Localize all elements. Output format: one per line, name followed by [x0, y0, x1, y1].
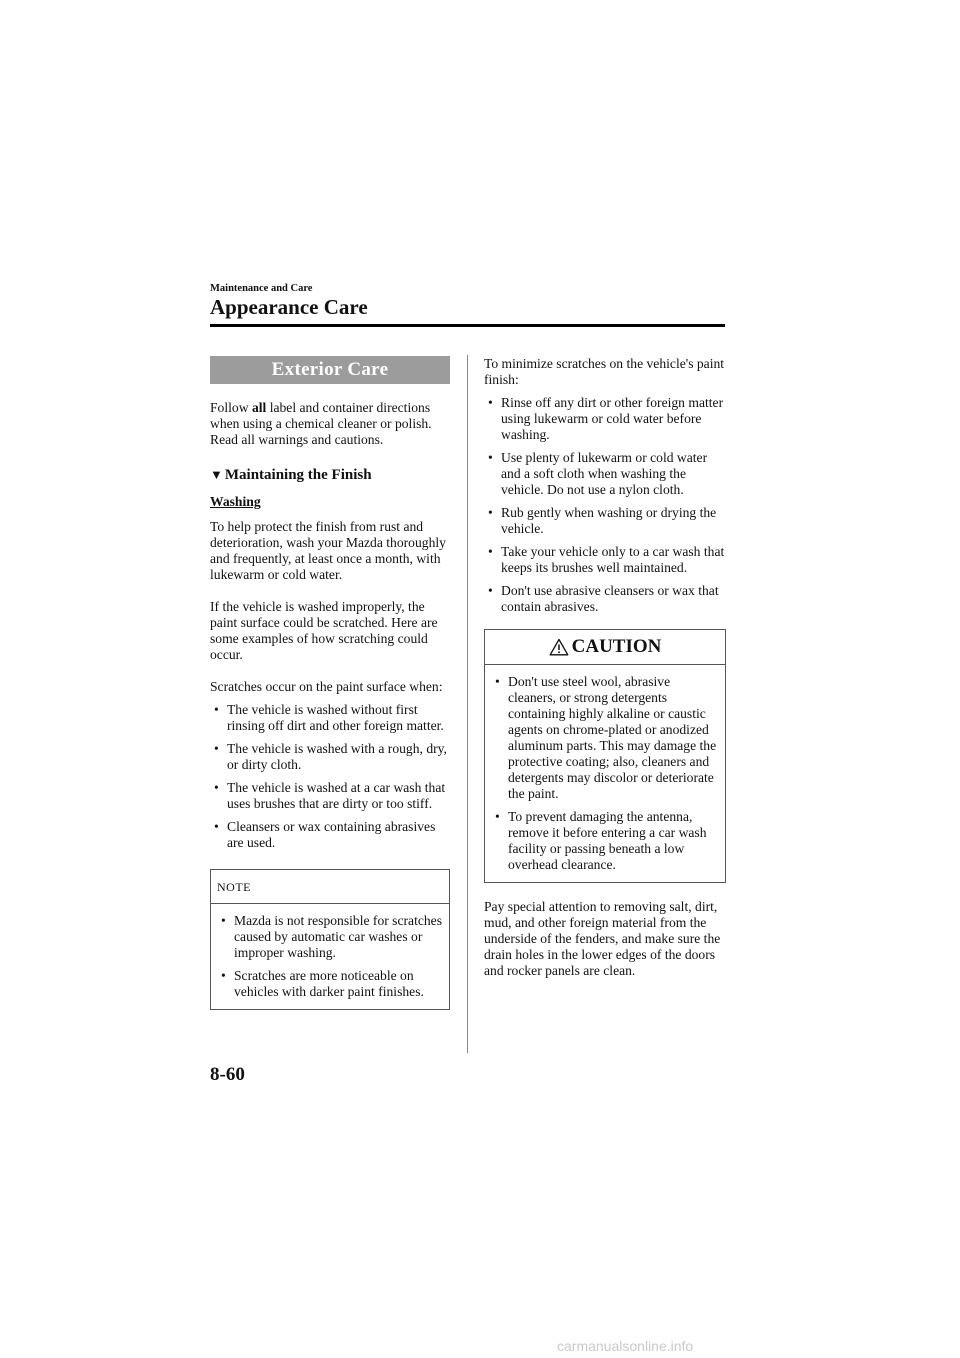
caution-title: CAUTION	[571, 636, 662, 657]
bullet-icon: •	[214, 702, 219, 717]
paragraph-washed-improperly: If the vehicle is washed improperly, the paint surface could be scratched. Here are some examples of how scratching could occur.	[210, 599, 438, 662]
list-item-text: The vehicle is washed with a rough, dry, or dirty cloth.	[227, 741, 447, 772]
bullet-icon: •	[488, 505, 493, 520]
left-column	[210, 356, 450, 1010]
list-item-text: Rinse off any dirt or other foreign matter using lukewarm or cold water before washing.	[501, 395, 724, 442]
note-list	[217, 913, 443, 1000]
intro-paragraph	[210, 400, 450, 448]
list-item	[484, 583, 726, 615]
watermark: carmanualsonline.info	[557, 1338, 694, 1354]
page-title: Appearance Care	[210, 295, 368, 319]
minimize-scratches-list	[484, 395, 726, 615]
maintaining-finish-title: Maintaining the Finish	[224, 467, 372, 483]
list-item	[217, 913, 443, 961]
minimize-scratches-intro: To minimize scratches on the vehicle's paint finish:	[484, 356, 725, 387]
note-body	[211, 904, 449, 1009]
bullet-icon: •	[221, 913, 226, 928]
list-item-text: Scratches are more noticeable on vehicles with darker paint finishes.	[234, 968, 424, 999]
page-number: 8-60	[210, 1064, 245, 1085]
caution-list	[491, 674, 719, 873]
bullet-icon: •	[214, 741, 219, 756]
right-column	[484, 356, 726, 979]
note-box	[210, 869, 450, 1010]
column-divider	[467, 355, 468, 1053]
intro-text-start: Follow	[210, 400, 252, 415]
list-item-text: Mazda is not responsible for scratches caused by automatic car washes or improper washing.	[234, 913, 442, 960]
list-item	[484, 505, 726, 537]
list-item	[210, 819, 450, 851]
list-item	[484, 450, 726, 498]
list-item	[210, 780, 450, 812]
scratch-causes-list	[210, 702, 450, 851]
caution-header	[485, 630, 725, 665]
list-item-text: Cleansers or wax containing abrasives are used.	[227, 819, 436, 850]
list-item	[217, 968, 443, 1000]
list-item-text: The vehicle is washed at a car wash that uses brushes that are dirty or too stiff.	[227, 780, 446, 811]
bullet-icon: •	[214, 780, 219, 795]
bullet-icon: •	[214, 819, 219, 834]
list-item-text: The vehicle is washed without first rinsing off dirt and other foreign matter.	[227, 702, 444, 733]
section-label: Maintenance and Care	[210, 283, 313, 294]
list-item	[484, 544, 726, 576]
bullet-icon: •	[221, 968, 226, 983]
caution-body	[485, 665, 725, 882]
list-item-text: Take your vehicle only to a car wash that keeps its brushes well maintained.	[501, 544, 725, 575]
intro-emphasis: all	[251, 400, 267, 415]
paragraph-scratches-occur: Scratches occur on the paint surface when:	[210, 679, 443, 694]
caution-box	[484, 629, 726, 883]
header-rule	[210, 324, 725, 327]
note-title: NOTE	[211, 870, 449, 904]
bullet-icon: •	[488, 544, 493, 559]
list-item	[491, 809, 719, 873]
bullet-icon: •	[488, 395, 493, 410]
intro-text-end: label and container directions when using a chemical cleaner or polish. Read all warnings and cautions.	[210, 400, 432, 447]
list-item-text: To prevent damaging the antenna, remove it before entering a car wash facility or passing beneath a low overhead clearance.	[508, 809, 707, 872]
list-item	[210, 741, 450, 773]
bullet-icon: •	[495, 809, 500, 824]
exterior-care-banner: Exterior Care	[210, 356, 450, 384]
list-item	[484, 395, 726, 443]
closing-paragraph: Pay special attention to removing salt, dirt, mud, and other foreign material from the underside of the fenders, and make sure the drain holes in the lower edges of the doors and rocker panels are clean.	[484, 899, 721, 978]
list-item-text: Rub gently when washing or drying the vehicle.	[501, 505, 717, 536]
paragraph-protect-finish: To help protect the finish from rust and deterioration, wash your Mazda thoroughly and frequently, at least once a month, with lukewarm or cold water.	[210, 519, 446, 582]
bullet-icon: •	[488, 583, 493, 598]
list-item-text: Don't use steel wool, abrasive cleaners, or strong detergents containing highly alkaline or caustic agents on chrome-plated or anodized aluminum parts. This may damage the protective coating; also, cleaners and detergents may discolor or deteriorate the paint.	[508, 674, 717, 801]
washing-heading: Washing	[210, 494, 261, 509]
list-item-text: Don't use abrasive cleansers or wax that contain abrasives.	[501, 583, 719, 614]
bullet-icon: •	[495, 674, 500, 689]
maintaining-finish-heading	[210, 466, 450, 484]
list-item	[210, 702, 450, 734]
warning-triangle-icon	[549, 638, 569, 656]
down-triangle-icon: ▼	[210, 467, 223, 482]
list-item	[491, 674, 719, 802]
list-item-text: Use plenty of lukewarm or cold water and a soft cloth when washing the vehicle. Do not use a nylon cloth.	[501, 450, 708, 497]
bullet-icon: •	[488, 450, 493, 465]
